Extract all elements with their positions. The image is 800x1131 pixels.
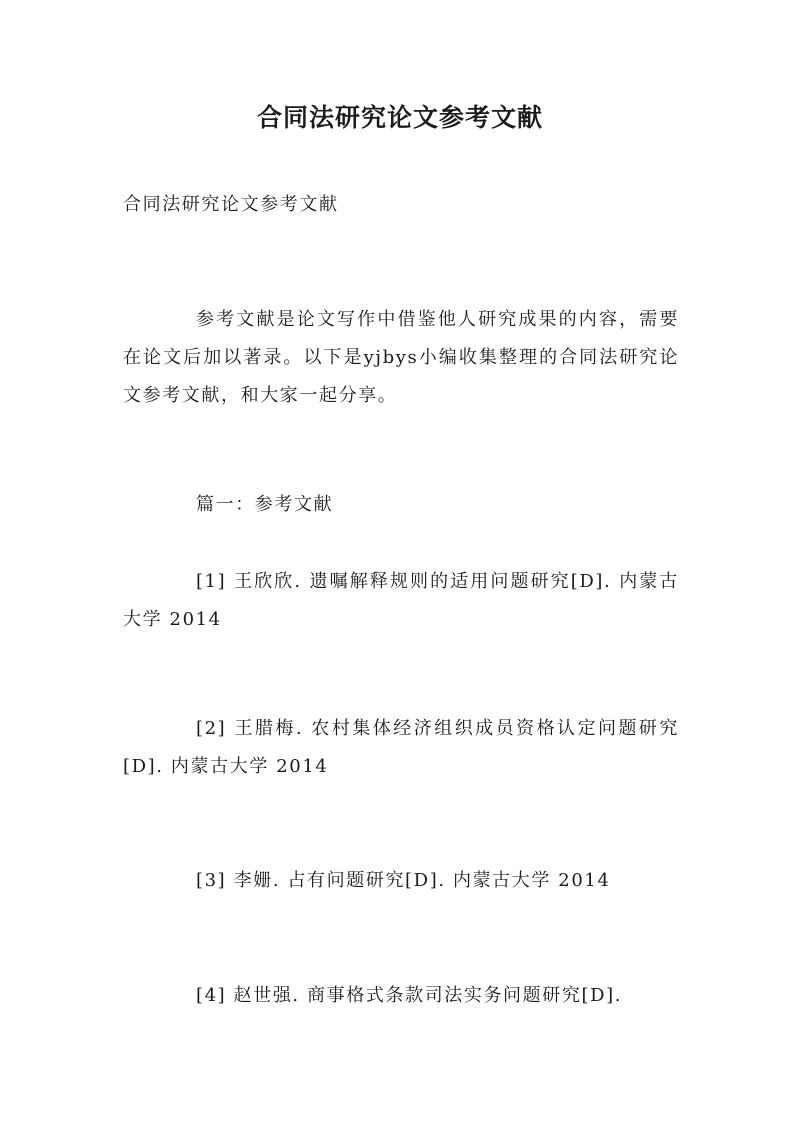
reference-item: [2] 王腊梅. 农村集体经济组织成员资格认定问题研究[D]. 内蒙古大学 2014 [123,718,679,777]
reference-item: [4] 赵世强. 商事格式条款司法实务问题研究[D]. [196,985,623,1006]
intro-paragraph: 参考文献是论文写作中借鉴他人研究成果的内容，需要在论文后加以著录。以下是yjbys小编收集整理的合同法研究论文参考文献，和大家一起分享。 [123,309,679,406]
reference-item: [1] 王欣欣. 遗嘱解释规则的适用问题研究[D]. 内蒙古大学 2014 [123,571,679,630]
section-heading: 篇一：参考文献 [196,494,334,515]
document-title: 合同法研究论文参考文献 [256,103,543,132]
document-subtitle: 合同法研究论文参考文献 [123,194,339,215]
reference-item: [3] 李姗. 占有问题研究[D]. 内蒙古大学 2014 [196,870,611,891]
